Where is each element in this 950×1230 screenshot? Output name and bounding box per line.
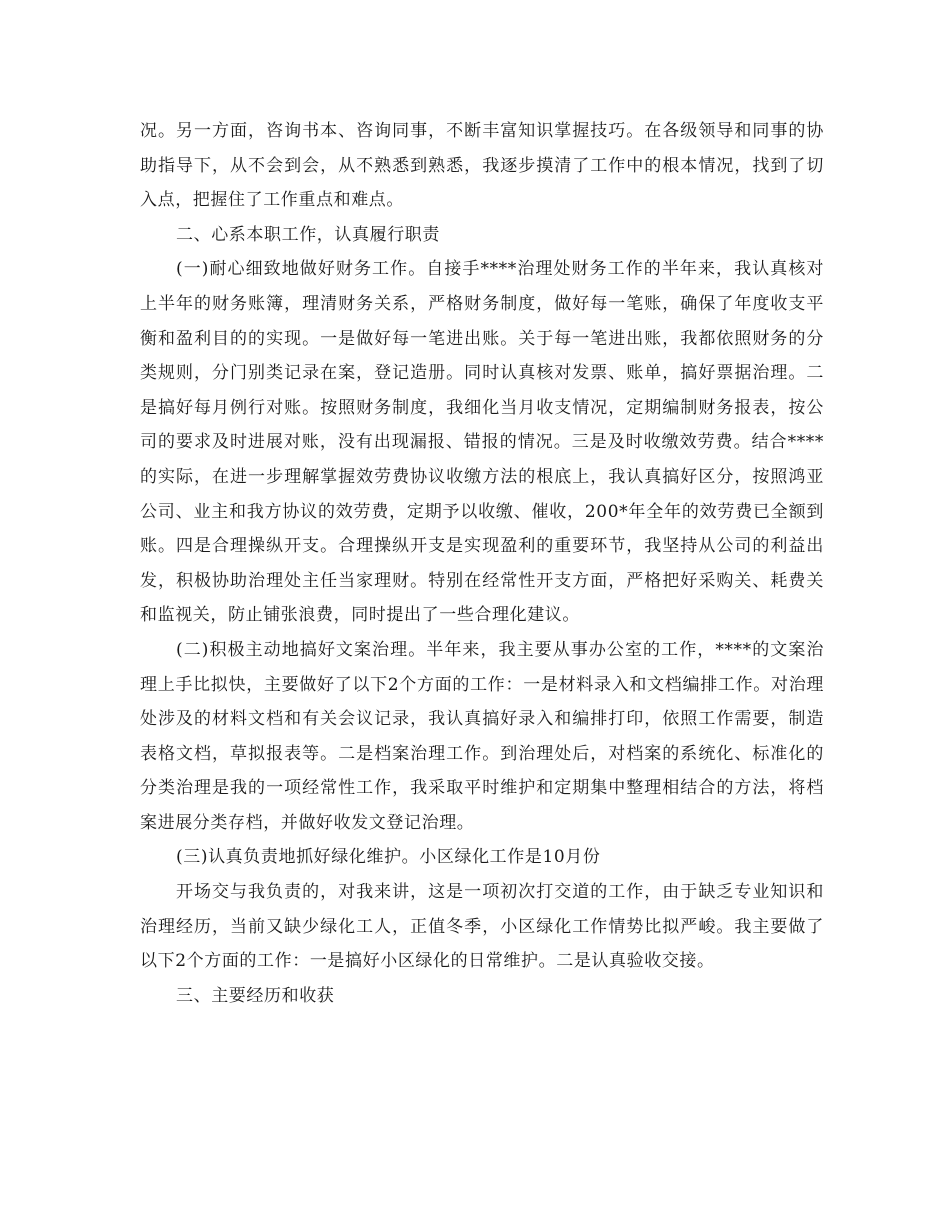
paragraph-continuation: 况。另一方面，咨询书本、咨询同事，不断丰富知识掌握技巧。在各级领导和同事的协助指导下，从不会到会，从不熟悉到熟悉，我逐步摸清了工作中的根本情况，找到了切入点，把握住了工作重点和难点。 bbox=[140, 121, 824, 211]
paragraph-greening-heading: (三)认真负责地抓好绿化维护。小区绿化工作是10月份 bbox=[176, 847, 601, 868]
document-body bbox=[140, 114, 824, 1013]
paragraph-greening-body: 开场交与我负责的，对我来讲，这是一项初次打交道的工作，由于缺乏专业知识和治理经历，当前又缺少绿化工人，正值冬季，小区绿化工作情势比拟严峻。我主要做了以下2个方面的工作：一是搞好小区绿化的日常维护。二是认真验收交接。 bbox=[140, 882, 824, 972]
section-heading-3: 三、主要经历和收获 bbox=[176, 985, 335, 1006]
paragraph-document-management: (二)积极主动地搞好文案治理。半年来，我主要从事办公室的工作，****的文案治理上手比拟快，主要做好了以下2个方面的工作：一是材料录入和文档编排工作。对治理处涉及的材料文档和有关会议记录，我认真搞好录入和编排打印，依照工作需要，制造表格文档，草拟报表等。二是档案治理工作。到治理处后，对档案的系统化、标准化的分类治理是我的一项经常性工作，我采取平时维护和定期集中整理相结合的方法，将档案进展分类存档，并做好收发文登记治理。 bbox=[140, 639, 824, 833]
section-heading-2: 二、心系本职工作，认真履行职责 bbox=[176, 224, 440, 245]
paragraph-finance-work: (一)耐心细致地做好财务工作。自接手****治理处财务工作的半年来，我认真核对上半年的财务账簿，理清财务关系，严格财务制度，做好每一笔账，确保了年度收支平衡和盈利目的的实现。一是做好每一笔进出账。关于每一笔进出账，我都依照财务的分类规则，分门别类记录在案，登记造册。同时认真核对发票、账单，搞好票据治理。二是搞好每月例行对账。按照财务制度，我细化当月收支情况，定期编制财务报表，按公司的要求及时进展对账，没有出现漏报、错报的情况。三是及时收缴效劳费。结合****的实际，在进一步理解掌握效劳费协议收缴方法的根底上，我认真搞好区分，按照鸿亚公司、业主和我方协议的效劳费，定期予以收缴、催收，200*年全年的效劳费已全额到账。四是合理操纵开支。合理操纵开支是实现盈利的重要环节，我坚持从公司的利益出发，积极协助治理处主任当家理财。特别在经常性开支方面，严格把好采购关、耗费关和监视关，防止铺张浪费，同时提出了一些合理化建议。 bbox=[140, 259, 824, 626]
